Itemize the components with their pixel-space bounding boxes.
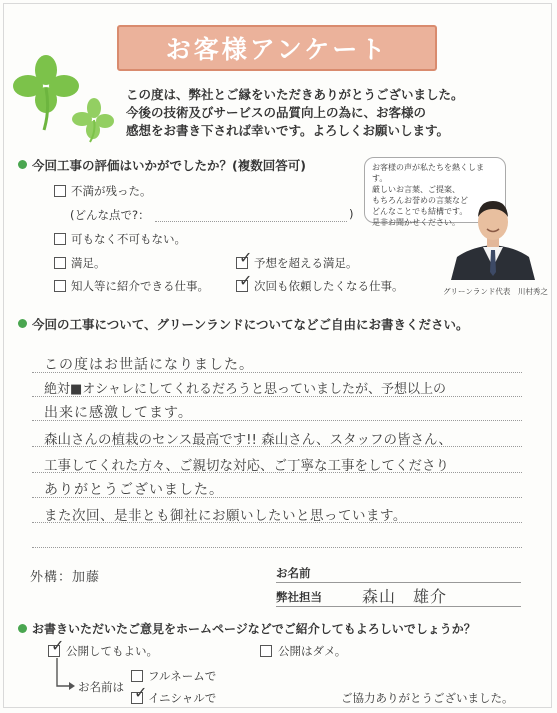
publish-no-label: 公開はダメ。 xyxy=(278,644,347,658)
checkbox-fullname[interactable] xyxy=(131,670,143,682)
checkbox-publish-no[interactable] xyxy=(260,645,272,657)
question-2-text: 今回の工事について、グリーンランドについてなどご自由にお書きください。 xyxy=(32,317,469,332)
option-recommend-label: 知人等に紹介できる仕事。 xyxy=(71,279,209,293)
bubble-line-1: お客様の声が私たちを熱くします。 xyxy=(372,163,484,183)
what-points-label: (どんな点で?： xyxy=(70,208,150,222)
question-3-text: お書きいただいたご意見をホームページなどでご紹介してもよろしいでしょうか？ xyxy=(32,622,476,636)
question-1-bullet-icon xyxy=(18,160,27,169)
what-points-input-line[interactable] xyxy=(155,221,347,222)
checkbox-neutral[interactable] xyxy=(54,233,66,245)
intro-line-1: この度は、弊社とご縁をいただきありがとうございました。 xyxy=(126,87,464,102)
checkmark-publish-ok-icon: ✓ xyxy=(51,636,65,655)
handwritten-line-5: 工事してくれた方々、ご親切な対応、ご丁寧な工事をしてくださり xyxy=(44,458,449,474)
writing-line xyxy=(32,547,522,548)
checkbox-dissatisfied[interactable] xyxy=(54,185,66,197)
name-label: お名前 xyxy=(276,566,311,580)
exterior-staff-note: 外構：加藤 xyxy=(30,570,101,585)
fullname-label: フルネームで xyxy=(148,669,217,683)
bubble-line-2: 厳しいお言葉、ご提案、 xyxy=(372,185,460,194)
checkmark-initials-icon: ✓ xyxy=(134,683,148,702)
option-again-label: 次回も依頼したくなる仕事。 xyxy=(254,279,404,293)
handwritten-line-3: 出来に感激してます。 xyxy=(44,405,193,421)
intro-line-3: 感想をお書き下されば幸いです。よろしくお願いします。 xyxy=(126,123,450,138)
thanks-text: ご協力ありがとうございました。 xyxy=(341,691,514,705)
option-dissatisfied-label: 不満が残った。 xyxy=(71,184,152,198)
bubble-line-4: どんなことでも結構です。 xyxy=(372,207,468,216)
question-3-bullet-icon xyxy=(18,624,27,633)
bubble-line-3: もちろんお誉めの言葉など xyxy=(372,196,468,205)
staff-name-handwritten: 森山 雄介 xyxy=(362,587,448,606)
name-option-label: お名前は xyxy=(78,680,124,694)
branch-arrow-icon xyxy=(55,658,77,690)
option-satisfied-label: 満足。 xyxy=(71,256,106,270)
option-neutral-label: 可もなく不可もない。 xyxy=(71,232,186,246)
title-banner xyxy=(117,25,437,71)
handwritten-line-6: ありがとうございました。 xyxy=(44,482,224,498)
intro-line-2: 今後の技術及びサービスの品質向上の為に、お客様の xyxy=(126,105,427,120)
name-input-line[interactable] xyxy=(276,582,521,583)
checkbox-satisfied[interactable] xyxy=(54,257,66,269)
checkmark-again-icon: ✓ xyxy=(239,271,253,290)
checkbox-recommend[interactable] xyxy=(54,280,66,292)
representative-photo xyxy=(451,187,535,280)
what-points-close: ) xyxy=(349,207,354,221)
publish-ok-label: 公開してもよい。 xyxy=(66,644,158,658)
clover-decoration-icon xyxy=(8,50,118,150)
handwritten-line-1: この度はお世話になりました。 xyxy=(44,357,254,373)
question-1-text: 今回工事の評価はいかがでしたか？(複数回答可) xyxy=(32,158,306,173)
handwritten-line-4: 森山さんの植栽のセンス最高です!! 森山さん、スタッフの皆さん、 xyxy=(44,432,452,448)
staff-input-line[interactable] xyxy=(276,606,521,607)
handwritten-line-7: また次回、是非とも御社にお願いしたいと思っています。 xyxy=(44,508,407,524)
bubble-line-5: 是非お聞かせください。 xyxy=(372,218,460,227)
initials-label: イニシャルで xyxy=(148,691,217,705)
question-2-bullet-icon xyxy=(18,319,27,328)
page-title: お客様アンケート xyxy=(165,35,389,64)
photo-caption: グリーンランド代表 川村秀之 xyxy=(443,287,548,296)
checkmark-exceeded-icon: ✓ xyxy=(239,248,253,267)
option-exceeded-label: 予想を超える満足。 xyxy=(254,256,358,270)
intro-text xyxy=(126,86,464,140)
handwritten-line-2: 絶対■オシャレにしてくれるだろうと思っていましたが、予想以上の xyxy=(44,382,447,397)
staff-label: 弊社担当 xyxy=(276,590,322,604)
